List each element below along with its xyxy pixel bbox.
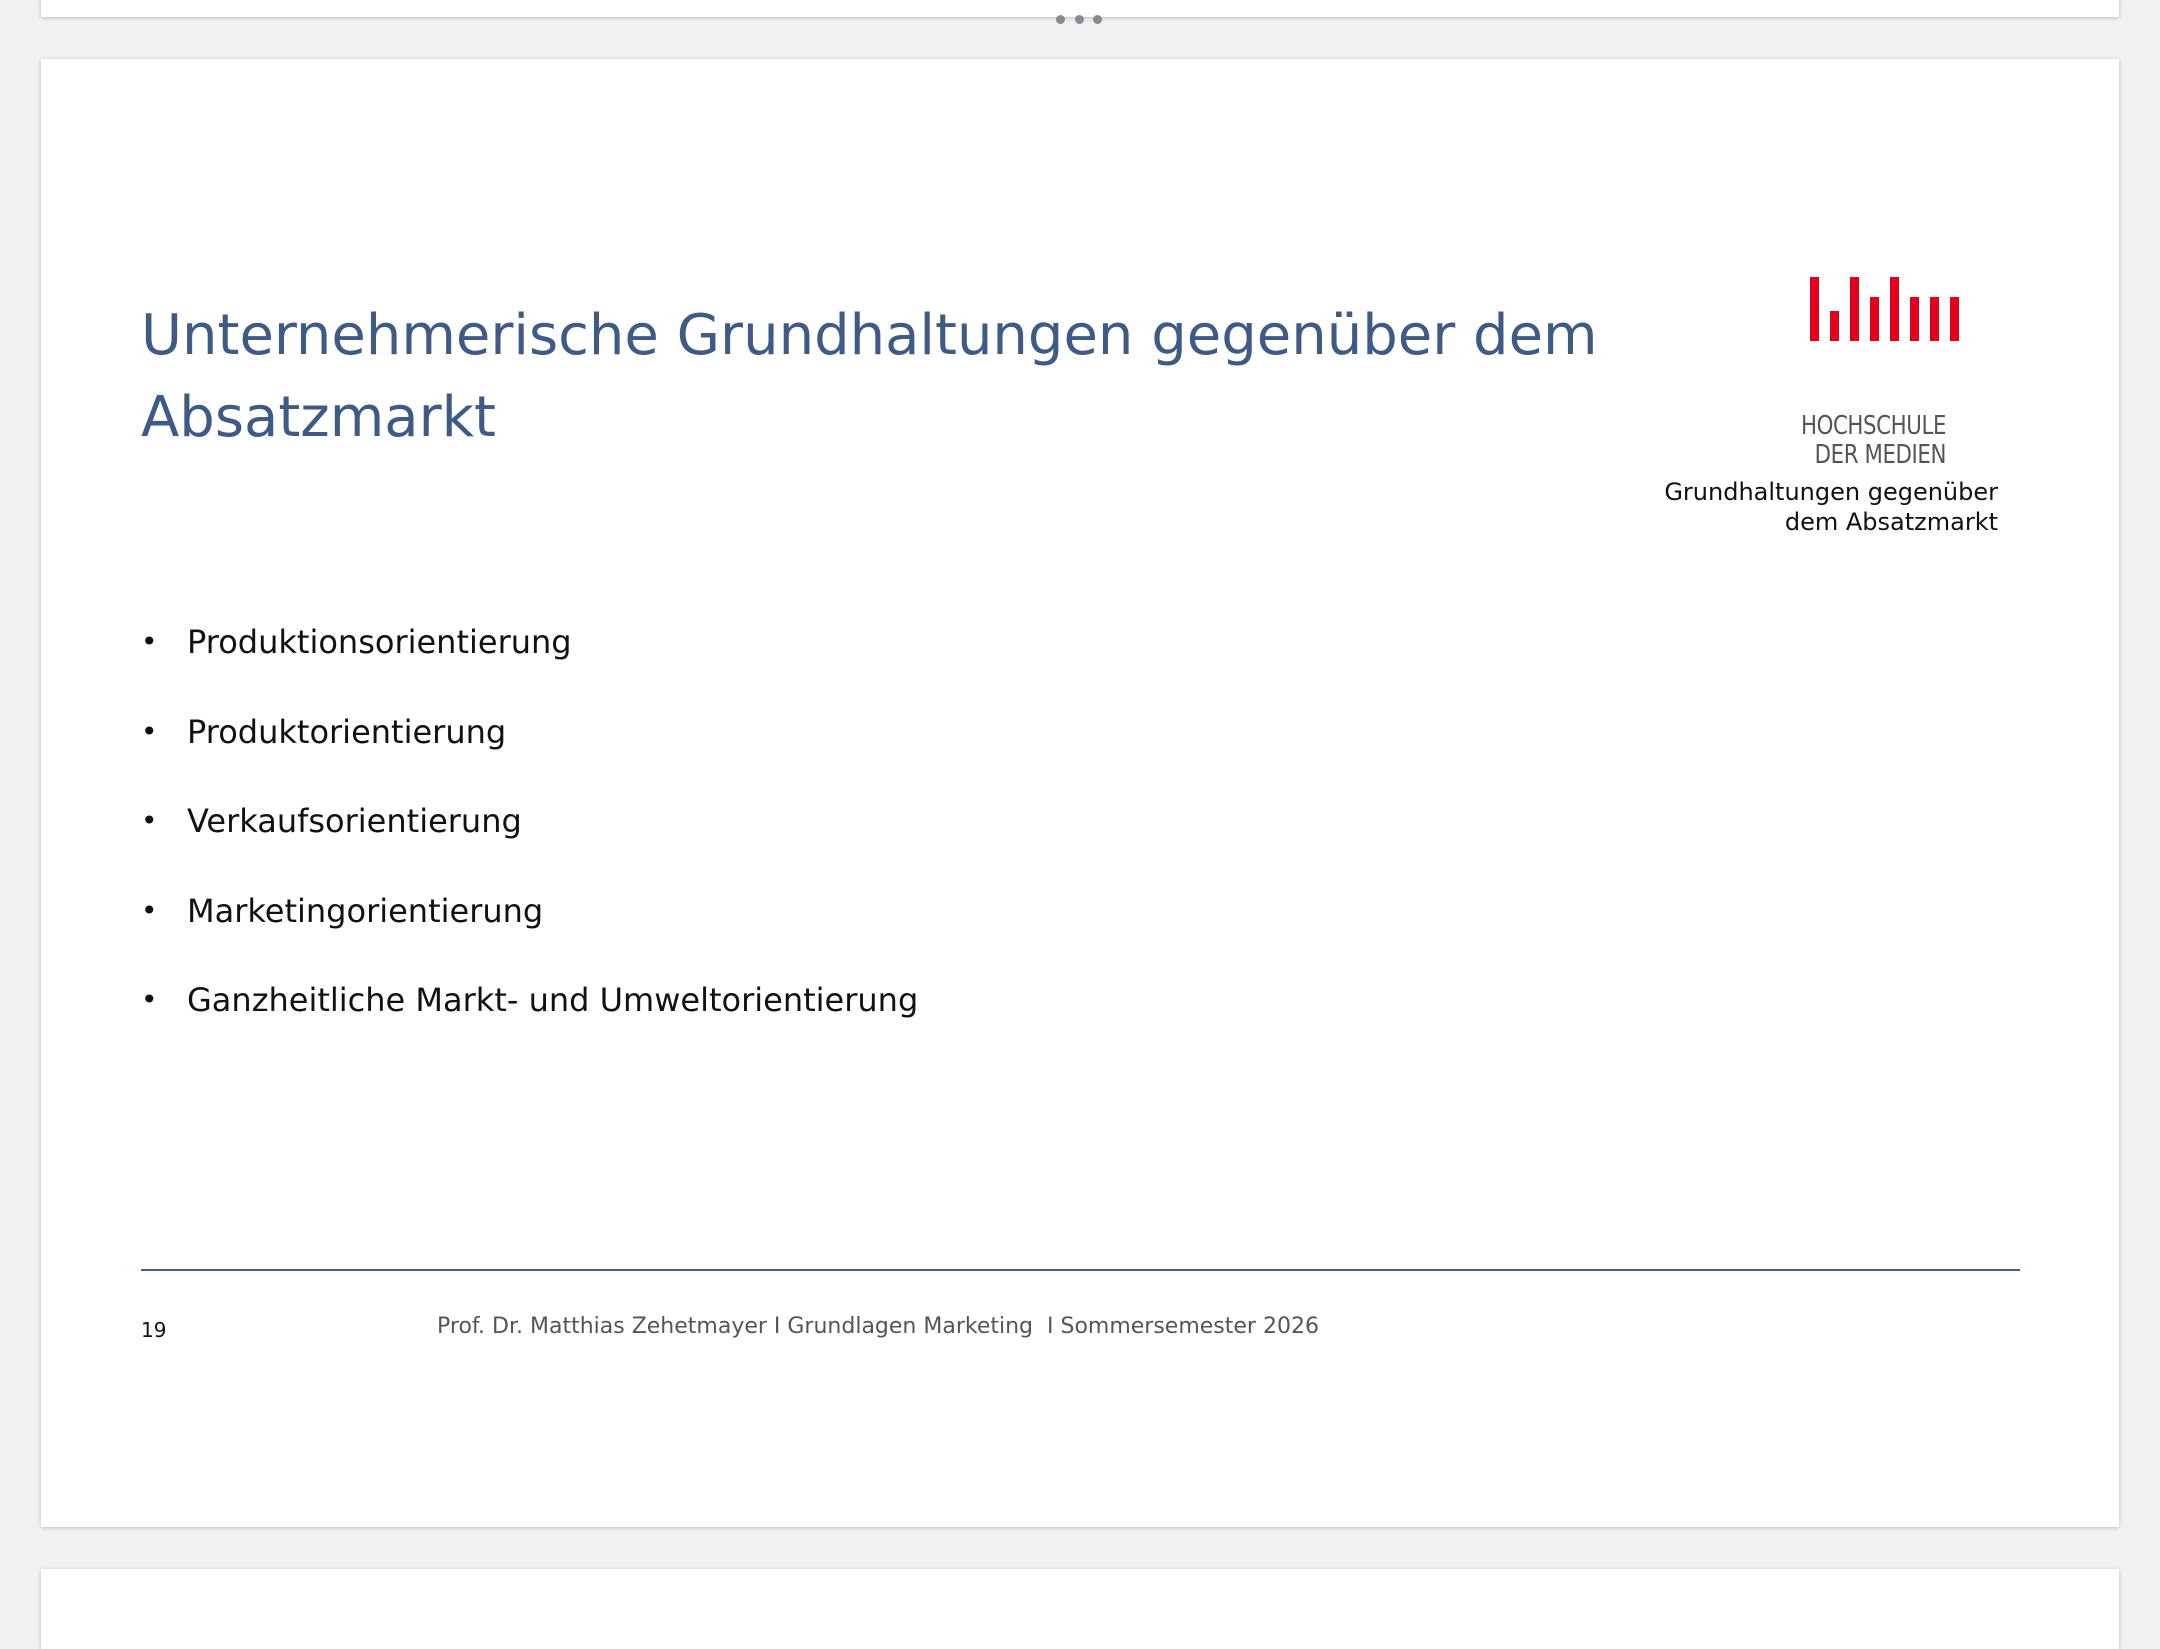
bullet-item: • Marketingorientierung [141, 866, 918, 956]
footer-text: Prof. Dr. Matthias Zehetmayer I Grundlagen Marketing I Sommersemester 2026 [437, 1314, 1319, 1339]
bullet-item: • Ganzheitliche Markt- und Umweltorientierung [141, 955, 918, 1045]
bullet-item: • Produktionsorientierung [141, 597, 918, 687]
logo-text-line2: DER MEDIEN [1814, 440, 1946, 470]
hochschule-der-medien-logo [1664, 277, 1998, 537]
dot [1056, 15, 1065, 24]
hdm-logo-bars-icon [1810, 277, 1960, 341]
current-slide [41, 59, 2119, 1527]
bullet-list [141, 597, 918, 1045]
slide-title: Unternehmerische Grundhaltungen gegenüber dem Absatzmarkt [141, 303, 1598, 450]
slide-subtitle-line2: dem Absatzmarkt [1784, 508, 1998, 536]
footer-divider [141, 1269, 2020, 1271]
bullet-item: • Verkaufsorientierung [141, 776, 918, 866]
slide-subtitle-line1: Grundhaltungen gegenüber [1664, 478, 1998, 506]
bullet-item: • Produktorientierung [141, 687, 918, 777]
dot [1093, 15, 1102, 24]
logo-text-line1: HOCHSCHULE [1800, 411, 1946, 441]
dot [1075, 15, 1084, 24]
more-horizontal-icon[interactable] [1056, 13, 1102, 25]
next-slide[interactable] [41, 1569, 2119, 1649]
page-number: 19 [141, 1318, 167, 1342]
